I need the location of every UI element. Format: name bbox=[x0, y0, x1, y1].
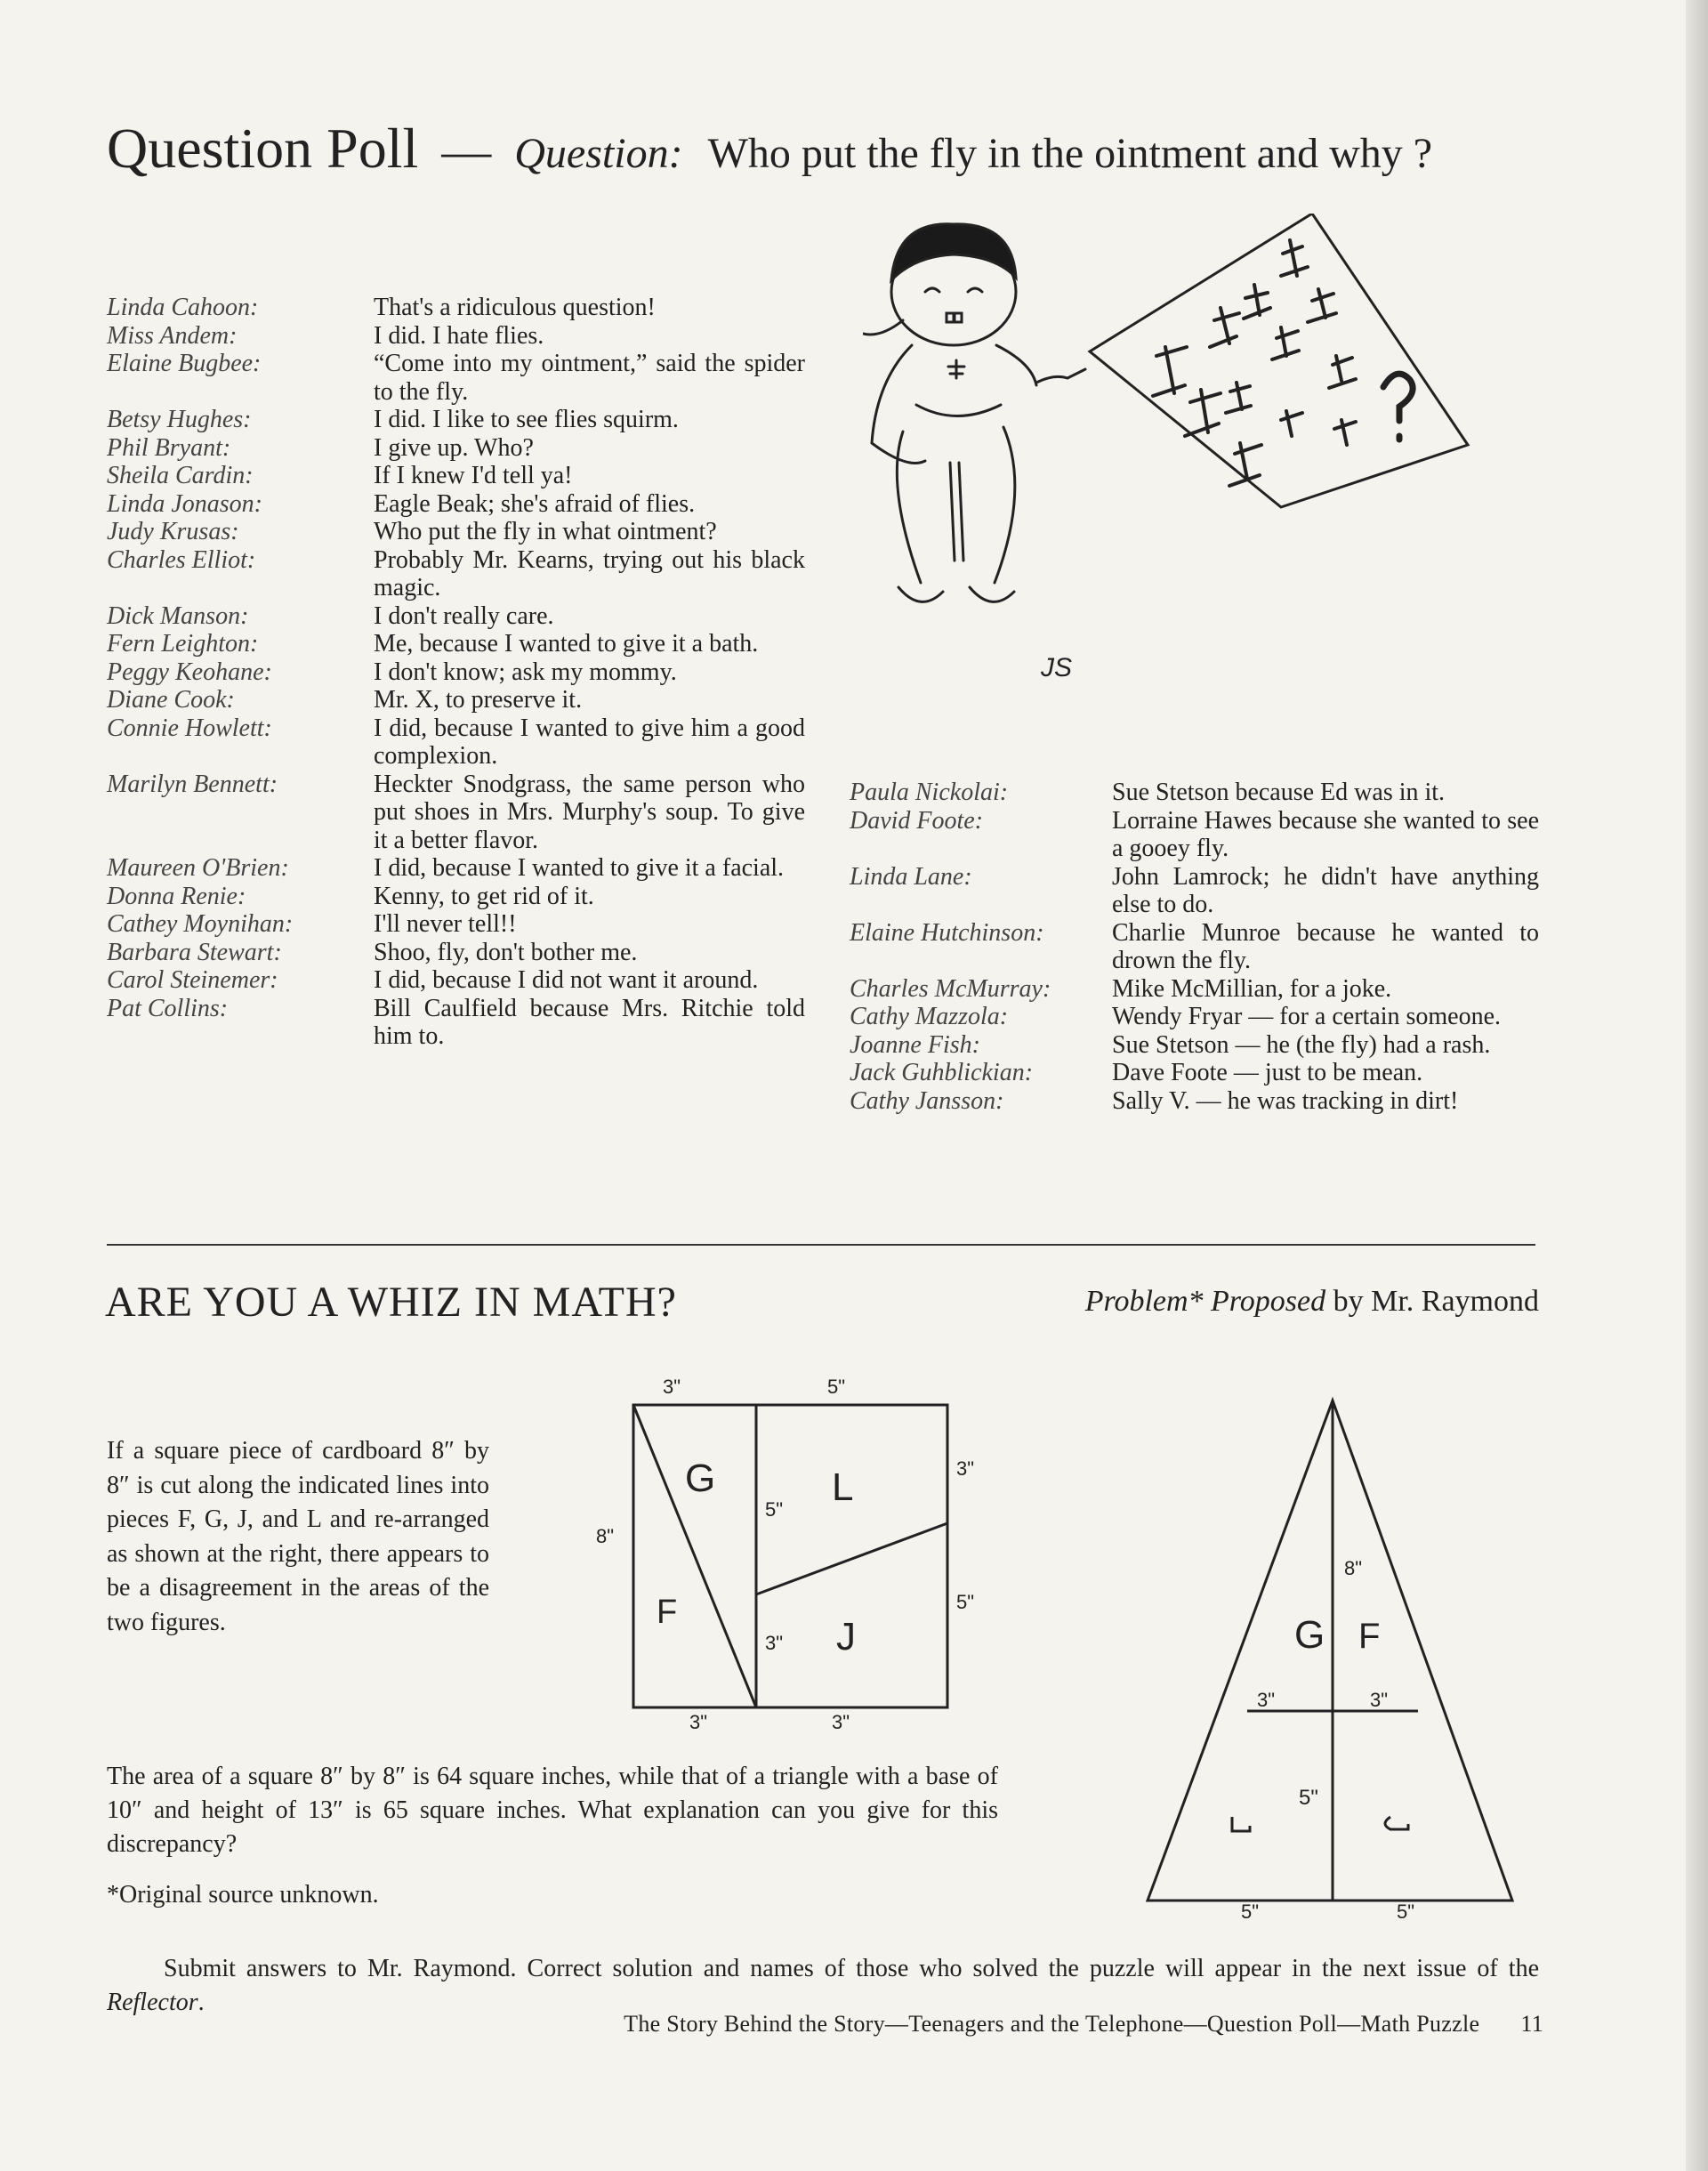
body bbox=[872, 345, 1036, 464]
respondent-name: Maureen O'Brien: bbox=[107, 854, 289, 882]
page-footer bbox=[351, 2011, 1543, 2038]
respondent-answer: Eagle Beak; she's afraid of flies. bbox=[374, 489, 696, 518]
triangle-outline bbox=[1148, 1400, 1512, 1901]
respondent-name: Joanne Fish: bbox=[850, 1030, 980, 1059]
footnote: *Original source unknown. bbox=[107, 1881, 379, 1909]
respondent-answer: Kenny, to get rid of it. bbox=[374, 882, 594, 910]
piece-j-label: J bbox=[836, 1615, 856, 1659]
section-divider bbox=[107, 1244, 1535, 1246]
respondent-answer: Lorraine Hawes because she wanted to see a gooey fly. bbox=[1112, 806, 1539, 862]
respondent-name: Charles McMurray: bbox=[850, 974, 1051, 1003]
byline-problem: Problem* Proposed bbox=[1084, 1285, 1326, 1318]
cartoon-illustration bbox=[863, 214, 1494, 747]
poll-entry bbox=[107, 406, 805, 434]
chest-mark bbox=[948, 360, 964, 378]
respondent-answer: That's a ridiculous question! bbox=[374, 294, 656, 321]
respondent-answer: If I knew I'd tell ya! bbox=[374, 462, 573, 489]
respondent-name: Cathey Moynihan: bbox=[107, 910, 294, 938]
poll-entry bbox=[850, 779, 1539, 807]
respondent-name: Elaine Hutchinson: bbox=[850, 918, 1044, 947]
piece-f-label: F bbox=[1358, 1617, 1381, 1656]
poll-entry bbox=[850, 919, 1539, 975]
respondent-name: Charles Elliot: bbox=[107, 545, 256, 574]
poll-entry bbox=[107, 714, 805, 771]
piece-l-label: L bbox=[832, 1465, 854, 1509]
poll-entry bbox=[107, 686, 805, 714]
poll-entry bbox=[107, 883, 805, 911]
respondent-answer: Dave Foote — just to be mean. bbox=[1112, 1059, 1423, 1086]
poll-entry bbox=[107, 910, 805, 939]
respondent-answer: I did, because I did not want it around. bbox=[374, 966, 759, 994]
respondent-name: Fern Leighton: bbox=[107, 630, 259, 658]
math-byline bbox=[934, 1285, 1539, 1319]
respondent-name: Cathy Mazzola: bbox=[850, 1003, 1009, 1030]
puzzle-intro: If a square piece of cardboard 8″ by 8″ is cut along the indicated lines into pieces F, G, J, and L and re-arranged as shown at the right, there appears to be a disagreement in the areas of the two figures. bbox=[107, 1437, 489, 1636]
respondent-name: Jack Guhblickian: bbox=[850, 1059, 1034, 1086]
poll-entry bbox=[107, 658, 805, 687]
dim-right-bottom: 5" bbox=[956, 1591, 975, 1613]
braid bbox=[863, 319, 903, 338]
respondent-answer: I'll never tell!! bbox=[374, 910, 517, 938]
respondent-answer: I don't really care. bbox=[374, 601, 554, 630]
title-text: Question Poll bbox=[107, 117, 419, 180]
square-diagram bbox=[578, 1367, 1001, 1731]
dim-right-top: 3" bbox=[956, 1457, 975, 1480]
square-outline bbox=[633, 1405, 947, 1707]
respondent-answer: I did. I like to see flies squirm. bbox=[374, 406, 679, 433]
page-edge-shadow bbox=[1686, 0, 1708, 2171]
poll-entry bbox=[107, 434, 805, 463]
poll-entry bbox=[107, 490, 805, 519]
poll-entry bbox=[107, 854, 805, 883]
respondent-answer: Bill Caulfield because Mrs. Ritchie told him to. bbox=[374, 994, 805, 1050]
submit-end: . bbox=[197, 1989, 205, 2016]
submit-instructions bbox=[107, 1952, 1539, 2020]
respondent-name: Cathy Jansson: bbox=[850, 1086, 1004, 1115]
respondent-name: Donna Renie: bbox=[107, 882, 246, 910]
poll-entry bbox=[850, 1087, 1539, 1116]
respondent-answer: Sue Stetson — he (the fly) had a rash. bbox=[1112, 1030, 1491, 1059]
respondent-answer: Who put the fly in what ointment? bbox=[374, 518, 717, 545]
triangle-diagram bbox=[1125, 1384, 1543, 1918]
l-glyph bbox=[1232, 1817, 1250, 1831]
respondent-answer: Mr. X, to preserve it. bbox=[374, 686, 583, 714]
poll-right-column bbox=[850, 779, 1539, 1115]
respondent-answer: I did, because I wanted to give it a facial. bbox=[374, 854, 785, 882]
dim-base-left: 5" bbox=[1241, 1901, 1260, 1918]
dim-bottom-right: 3" bbox=[832, 1711, 850, 1731]
poll-entry bbox=[107, 546, 805, 602]
respondent-name: Diane Cook: bbox=[107, 686, 235, 714]
poll-entry bbox=[107, 462, 805, 490]
respondent-name: Sheila Cardin: bbox=[107, 462, 254, 489]
respondent-name: Paula Nickolai: bbox=[850, 779, 1009, 806]
footer-text: The Story Behind the Story—Teenagers and the Telephone—Question Poll—Math Puzzle bbox=[624, 2011, 1480, 2037]
respondent-answer: Shoo, fly, don't bother me. bbox=[374, 938, 638, 966]
respondent-name: Barbara Stewart: bbox=[107, 938, 282, 966]
respondent-name: Miss Andem: bbox=[107, 321, 238, 350]
sign-glyphs bbox=[1153, 240, 1413, 486]
eyes bbox=[925, 288, 982, 292]
poll-entry bbox=[850, 1059, 1539, 1087]
respondent-answer: Sue Stetson because Ed was in it. bbox=[1112, 779, 1446, 806]
respondent-name: David Foote: bbox=[850, 806, 984, 835]
hair bbox=[891, 224, 1016, 280]
cut-diagonal bbox=[633, 1405, 756, 1707]
legs bbox=[897, 427, 1015, 583]
respondent-name: Linda Jonason: bbox=[107, 489, 262, 518]
dim-base-right: 5" bbox=[1397, 1901, 1415, 1918]
teeth bbox=[947, 313, 954, 322]
respondent-answer: Sally V. — he was tracking in dirt! bbox=[1112, 1086, 1459, 1115]
respondent-name: Linda Lane: bbox=[850, 862, 972, 891]
respondent-answer: “Come into my ointment,” said the spider to the fly. bbox=[374, 350, 805, 406]
piece-f-label: F bbox=[657, 1594, 678, 1631]
poll-entry bbox=[850, 807, 1539, 863]
poll-entry bbox=[850, 863, 1539, 919]
dim-mid-right: 3" bbox=[1370, 1689, 1389, 1711]
page-title bbox=[107, 116, 1619, 196]
poll-entry bbox=[107, 350, 805, 406]
piece-g-label: G bbox=[1294, 1613, 1325, 1657]
artist-initials: JS bbox=[1041, 653, 1073, 682]
respondent-name: Phil Bryant: bbox=[107, 433, 231, 462]
respondent-name: Peggy Keohane: bbox=[107, 658, 272, 686]
respondent-answer: I give up. Who? bbox=[374, 433, 534, 462]
dim-top-right: 5" bbox=[827, 1376, 846, 1398]
question-label: Question: bbox=[514, 130, 683, 177]
question-text: Who put the fly in the ointment and why ? bbox=[707, 130, 1433, 177]
poll-entry bbox=[107, 771, 805, 855]
dim-mid-left: 3" bbox=[1257, 1689, 1276, 1711]
respondent-answer: I don't know; ask my mommy. bbox=[374, 658, 677, 686]
magazine-name: Reflector bbox=[107, 1989, 198, 2016]
dim-left: 8" bbox=[596, 1525, 615, 1547]
respondent-name: Dick Manson: bbox=[107, 601, 249, 630]
respondent-answer: I did. I hate flies. bbox=[374, 321, 544, 350]
sign-board bbox=[1090, 214, 1468, 507]
respondent-answer: Me, because I wanted to give it a bath. bbox=[374, 630, 759, 658]
respondent-name: Linda Cahoon: bbox=[107, 294, 259, 321]
dim-center: 5" bbox=[1299, 1786, 1318, 1810]
respondent-name: Betsy Hughes: bbox=[107, 406, 252, 433]
dim-top-left: 3" bbox=[663, 1376, 681, 1398]
dim-mid-upper: 5" bbox=[765, 1498, 784, 1521]
submit-text: Submit answers to Mr. Raymond. Correct solution and names of those who solved the puzzle will appear in the next issue of the bbox=[164, 1955, 1539, 1982]
respondent-answer: Mike McMillian, for a joke. bbox=[1112, 974, 1392, 1003]
respondent-answer: Wendy Fryar — for a certain someone. bbox=[1112, 1003, 1502, 1030]
arm bbox=[1036, 369, 1085, 383]
respondent-answer: Heckter Snodgrass, the same person who put shoes in Mrs. Murphy's soup. To give it a better flavor. bbox=[374, 770, 805, 854]
page-number: 11 bbox=[1520, 2011, 1543, 2037]
poll-entry bbox=[850, 1003, 1539, 1031]
respondent-answer: Charlie Munroe because he wanted to drown the fly. bbox=[1112, 918, 1539, 974]
respondent-name: Elaine Bugbee: bbox=[107, 350, 262, 377]
j-glyph bbox=[1385, 1817, 1408, 1829]
respondent-name: Judy Krusas: bbox=[107, 518, 239, 545]
respondent-answer: I did, because I wanted to give him a good complexion. bbox=[374, 714, 805, 770]
poll-entry bbox=[107, 602, 805, 631]
feet bbox=[898, 587, 1014, 601]
respondent-name: Pat Collins: bbox=[107, 994, 229, 1022]
dim-height: 8" bbox=[1344, 1557, 1363, 1579]
poll-entry bbox=[850, 975, 1539, 1004]
dim-mid-lower: 3" bbox=[765, 1632, 784, 1654]
poll-entry bbox=[850, 1031, 1539, 1060]
respondent-name: Connie Howlett: bbox=[107, 714, 272, 742]
poll-entry bbox=[107, 322, 805, 351]
title-dash: — bbox=[441, 124, 492, 179]
byline-author: by Mr. Raymond bbox=[1333, 1285, 1539, 1318]
piece-g-label: G bbox=[685, 1457, 716, 1500]
poll-entry bbox=[107, 939, 805, 967]
math-title: ARE YOU A WHIZ IN MATH? bbox=[105, 1279, 677, 1326]
poll-entry bbox=[107, 518, 805, 546]
respondent-name: Carol Steinemer: bbox=[107, 966, 278, 994]
poll-entry bbox=[107, 995, 805, 1051]
respondent-answer: John Lamrock; he didn't have anything else to do. bbox=[1112, 862, 1539, 918]
respondent-answer: Probably Mr. Kearns, trying out his black magic. bbox=[374, 545, 805, 601]
puzzle-explanation: The area of a square 8″ by 8″ is 64 square inches, while that of a triangle with a base of 10″ and height of 13″ is 65 square inches. What explanation can you give for this discrepancy? bbox=[107, 1763, 998, 1858]
poll-entry bbox=[107, 630, 805, 658]
cut-slant bbox=[756, 1523, 947, 1594]
poll-entry bbox=[107, 294, 805, 322]
poll-left-column bbox=[107, 294, 805, 1051]
respondent-name: Marilyn Bennett: bbox=[107, 770, 278, 798]
poll-entry bbox=[107, 966, 805, 995]
dim-bottom-left: 3" bbox=[689, 1711, 708, 1731]
